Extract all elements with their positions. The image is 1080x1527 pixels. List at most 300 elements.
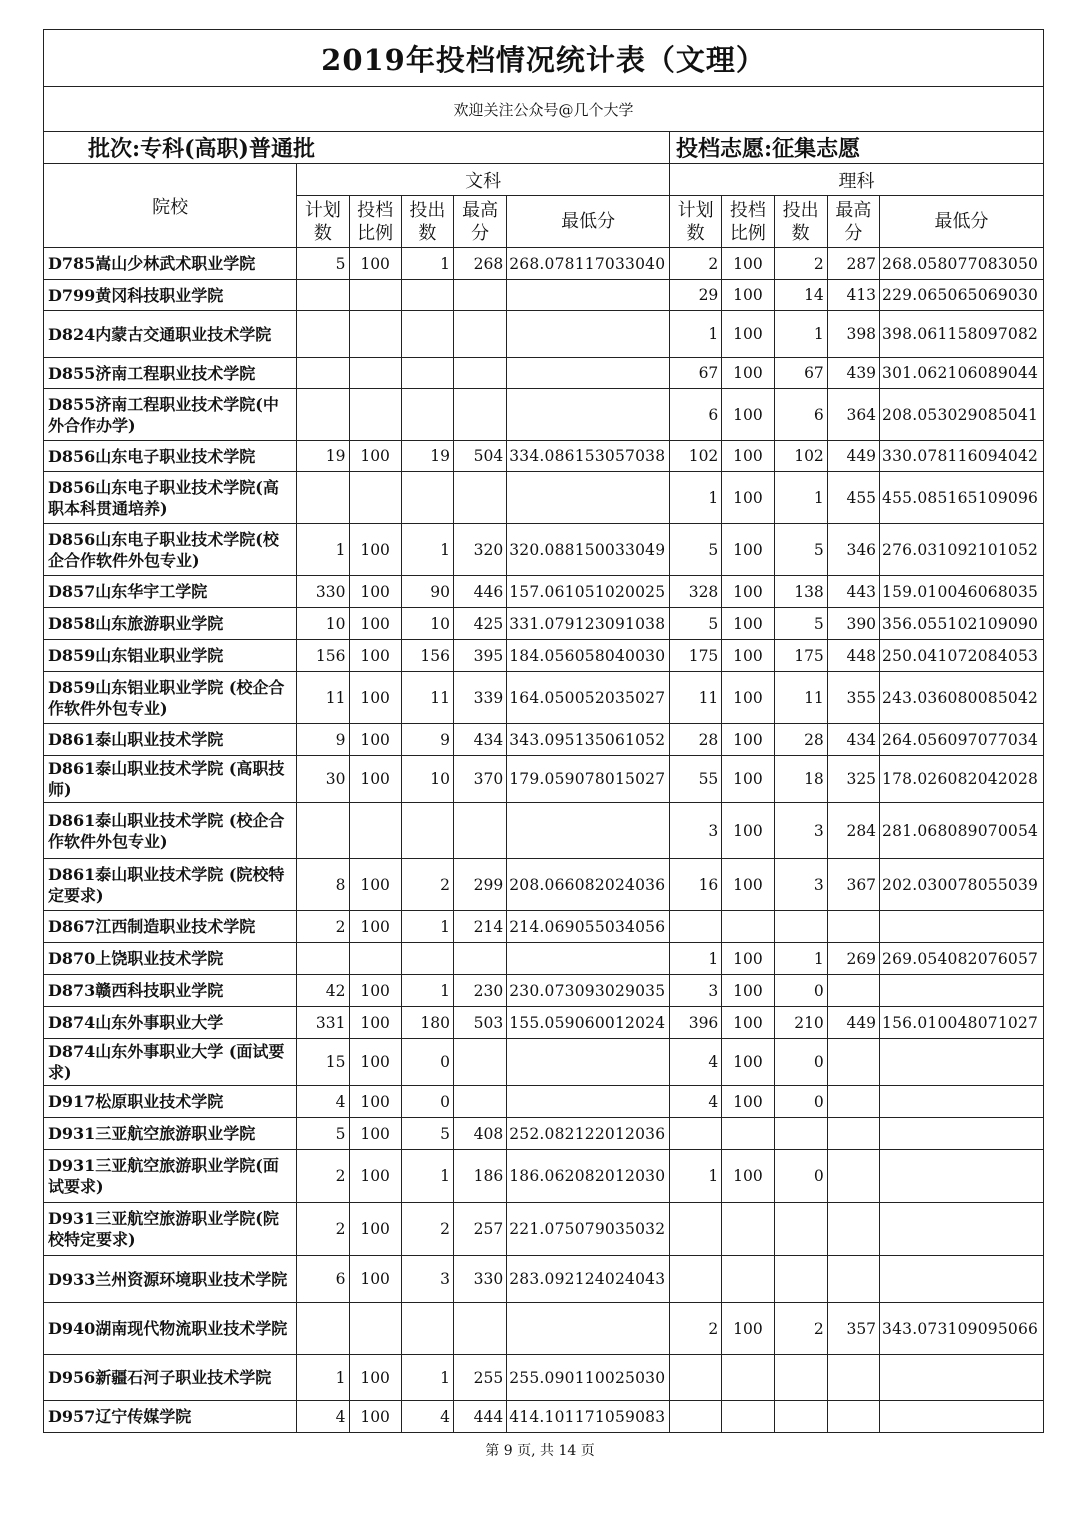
table-row	[44, 1086, 1044, 1118]
arts-out-cell: 0	[401, 1086, 453, 1118]
science-min-cell	[880, 1150, 1044, 1203]
science-min-cell: 268.058077083050	[880, 248, 1044, 280]
arts-max-cell	[454, 311, 507, 358]
arts-max-cell: 214	[454, 911, 507, 943]
arts-plan-cell: 5	[297, 1118, 349, 1150]
arts-ratio-cell: 100	[349, 1401, 401, 1433]
science-max-cell: 443	[827, 576, 879, 608]
science-ratio-cell	[722, 1355, 774, 1401]
table-row	[44, 1039, 1044, 1086]
science-max-cell	[827, 1203, 879, 1256]
arts-ratio-cell	[349, 1303, 401, 1355]
arts-out-cell: 5	[401, 1118, 453, 1150]
science-max-cell	[827, 1150, 879, 1203]
arts-max-cell: 255	[454, 1355, 507, 1401]
science-ratio-cell: 100	[722, 576, 774, 608]
admission-statistics-table	[43, 29, 1044, 1433]
table-row	[44, 911, 1044, 943]
arts-ratio-cell: 100	[349, 608, 401, 640]
arts-plan-cell: 42	[297, 975, 349, 1007]
science-out-cell: 1	[774, 943, 827, 975]
arts-max-cell: 230	[454, 975, 507, 1007]
science-plan-cell: 1	[670, 1150, 722, 1203]
arts-ratio-cell: 100	[349, 1007, 401, 1039]
school-name: D856山东电子职业技术学院(高职本科贯通培养)	[44, 472, 297, 524]
school-name: D861泰山职业技术学院	[44, 724, 297, 756]
science-out-cell: 2	[774, 1303, 827, 1355]
science-ratio-cell	[722, 911, 774, 943]
science-ratio-cell: 100	[722, 1150, 774, 1203]
arts-plan-cell: 11	[297, 672, 349, 724]
science-out-cell: 6	[774, 389, 827, 441]
science-ratio-header: 投档比例	[722, 196, 774, 248]
science-min-cell: 178.026082042028	[880, 756, 1044, 803]
arts-plan-cell: 4	[297, 1401, 349, 1433]
arts-min-cell	[507, 1086, 670, 1118]
science-ratio-cell: 100	[722, 943, 774, 975]
arts-out-cell	[401, 472, 453, 524]
table-row	[44, 576, 1044, 608]
science-min-cell: 330.078116094042	[880, 441, 1044, 472]
school-name: D856山东电子职业技术学院(校企合作软件外包专业)	[44, 524, 297, 576]
science-ratio-cell: 100	[722, 311, 774, 358]
science-ratio-cell	[722, 1401, 774, 1433]
table-row	[44, 608, 1044, 640]
arts-plan-cell: 15	[297, 1039, 349, 1086]
science-min-cell: 208.053029085041	[880, 389, 1044, 441]
science-max-cell	[827, 911, 879, 943]
table-row	[44, 280, 1044, 311]
science-ratio-cell	[722, 1203, 774, 1256]
science-group-header: 理科	[670, 164, 1044, 196]
arts-ratio-cell: 100	[349, 756, 401, 803]
science-out-cell: 18	[774, 756, 827, 803]
arts-plan-cell: 19	[297, 441, 349, 472]
science-plan-cell: 1	[670, 311, 722, 358]
arts-plan-cell: 2	[297, 1203, 349, 1256]
science-out-cell: 102	[774, 441, 827, 472]
arts-plan-cell	[297, 943, 349, 975]
arts-plan-cell: 331	[297, 1007, 349, 1039]
arts-ratio-cell: 100	[349, 640, 401, 672]
school-name: D931三亚航空旅游职业学院(院校特定要求)	[44, 1203, 297, 1256]
table-row	[44, 248, 1044, 280]
school-name: D855济南工程职业技术学院(中外合作办学)	[44, 389, 297, 441]
science-plan-cell: 5	[670, 608, 722, 640]
arts-min-cell: 252.082122012036	[507, 1118, 670, 1150]
science-max-cell: 367	[827, 859, 879, 911]
school-name: D861泰山职业技术学院 (高职技师)	[44, 756, 297, 803]
science-min-cell: 301.062106089044	[880, 358, 1044, 389]
table-row	[44, 441, 1044, 472]
science-max-cell	[827, 1086, 879, 1118]
arts-plan-header: 计划数	[297, 196, 349, 248]
science-plan-cell	[670, 1203, 722, 1256]
arts-min-cell	[507, 280, 670, 311]
science-ratio-cell	[722, 1118, 774, 1150]
science-plan-cell: 102	[670, 441, 722, 472]
science-out-cell: 0	[774, 1086, 827, 1118]
science-ratio-cell: 100	[722, 248, 774, 280]
science-max-cell: 325	[827, 756, 879, 803]
science-min-cell: 229.065065069030	[880, 280, 1044, 311]
school-name: D824内蒙古交通职业技术学院	[44, 311, 297, 358]
arts-max-cell: 320	[454, 524, 507, 576]
science-min-cell	[880, 1039, 1044, 1086]
arts-plan-cell: 330	[297, 576, 349, 608]
arts-max-cell	[454, 943, 507, 975]
science-out-cell	[774, 1118, 827, 1150]
school-name: D861泰山职业技术学院 (院校特定要求)	[44, 859, 297, 911]
science-min-cell	[880, 911, 1044, 943]
science-out-cell: 1	[774, 472, 827, 524]
table-row	[44, 1203, 1044, 1256]
arts-plan-cell: 5	[297, 248, 349, 280]
arts-ratio-cell: 100	[349, 1039, 401, 1086]
science-max-cell: 357	[827, 1303, 879, 1355]
science-ratio-cell: 100	[722, 756, 774, 803]
science-max-cell: 449	[827, 1007, 879, 1039]
arts-ratio-cell: 100	[349, 248, 401, 280]
science-plan-cell: 396	[670, 1007, 722, 1039]
arts-ratio-cell: 100	[349, 524, 401, 576]
science-max-cell	[827, 1118, 879, 1150]
table-row	[44, 1150, 1044, 1203]
arts-plan-cell	[297, 1303, 349, 1355]
school-name: D799黄冈科技职业学院	[44, 280, 297, 311]
science-min-cell: 264.056097077034	[880, 724, 1044, 756]
arts-min-header: 最低分	[507, 196, 670, 248]
arts-min-cell: 157.061051020025	[507, 576, 670, 608]
science-min-cell: 281.068089070054	[880, 803, 1044, 859]
arts-out-cell: 1	[401, 248, 453, 280]
arts-out-cell: 156	[401, 640, 453, 672]
arts-max-cell: 425	[454, 608, 507, 640]
arts-min-cell: 208.066082024036	[507, 859, 670, 911]
arts-ratio-cell: 100	[349, 1086, 401, 1118]
batch-label: 批次:专科(高职)普通批	[44, 132, 670, 164]
science-plan-cell: 5	[670, 524, 722, 576]
science-ratio-cell: 100	[722, 724, 774, 756]
arts-plan-cell: 2	[297, 1150, 349, 1203]
arts-ratio-cell	[349, 943, 401, 975]
arts-min-cell: 230.073093029035	[507, 975, 670, 1007]
science-min-cell: 356.055102109090	[880, 608, 1044, 640]
arts-min-cell: 331.079123091038	[507, 608, 670, 640]
arts-min-cell	[507, 1303, 670, 1355]
science-min-cell: 398.061158097082	[880, 311, 1044, 358]
science-out-cell	[774, 1203, 827, 1256]
arts-out-cell: 1	[401, 1355, 453, 1401]
science-plan-cell: 6	[670, 389, 722, 441]
science-plan-cell: 29	[670, 280, 722, 311]
arts-max-cell: 434	[454, 724, 507, 756]
table-row	[44, 640, 1044, 672]
arts-plan-cell	[297, 311, 349, 358]
science-plan-cell: 328	[670, 576, 722, 608]
school-name: D874山东外事职业大学 (面试要求)	[44, 1039, 297, 1086]
science-max-cell: 398	[827, 311, 879, 358]
arts-min-cell	[507, 472, 670, 524]
arts-min-cell: 343.095135061052	[507, 724, 670, 756]
science-out-cell: 0	[774, 1039, 827, 1086]
arts-max-cell: 330	[454, 1256, 507, 1303]
arts-out-cell: 4	[401, 1401, 453, 1433]
science-ratio-cell: 100	[722, 672, 774, 724]
science-plan-cell: 4	[670, 1086, 722, 1118]
arts-out-cell: 1	[401, 1150, 453, 1203]
arts-min-cell: 268.078117033040	[507, 248, 670, 280]
arts-plan-cell: 156	[297, 640, 349, 672]
science-min-cell	[880, 1401, 1044, 1433]
arts-ratio-cell: 100	[349, 724, 401, 756]
arts-min-cell	[507, 803, 670, 859]
arts-out-cell: 11	[401, 672, 453, 724]
arts-plan-cell: 4	[297, 1086, 349, 1118]
science-min-cell	[880, 1086, 1044, 1118]
arts-max-cell	[454, 1303, 507, 1355]
science-min-cell: 243.036080085042	[880, 672, 1044, 724]
school-name: D933兰州资源环境职业技术学院	[44, 1256, 297, 1303]
science-max-cell: 413	[827, 280, 879, 311]
arts-ratio-cell	[349, 280, 401, 311]
school-name: D856山东电子职业技术学院	[44, 441, 297, 472]
arts-min-cell: 179.059078015027	[507, 756, 670, 803]
science-max-cell: 455	[827, 472, 879, 524]
science-plan-cell: 1	[670, 943, 722, 975]
science-out-cell: 0	[774, 975, 827, 1007]
school-name: D785嵩山少林武术职业学院	[44, 248, 297, 280]
arts-max-cell	[454, 280, 507, 311]
table-row	[44, 724, 1044, 756]
table-row	[44, 803, 1044, 859]
school-name: D858山东旅游职业学院	[44, 608, 297, 640]
table-row	[44, 756, 1044, 803]
science-ratio-cell: 100	[722, 803, 774, 859]
page-title: 2019年投档情况统计表（文理）	[44, 30, 1044, 87]
science-max-cell	[827, 975, 879, 1007]
arts-ratio-cell	[349, 803, 401, 859]
science-plan-cell: 4	[670, 1039, 722, 1086]
arts-ratio-cell: 100	[349, 441, 401, 472]
arts-min-cell: 214.069055034056	[507, 911, 670, 943]
table-row	[44, 472, 1044, 524]
arts-max-cell: 299	[454, 859, 507, 911]
school-name: D859山东铝业职业学院 (校企合作软件外包专业)	[44, 672, 297, 724]
science-out-cell: 28	[774, 724, 827, 756]
school-name: D870上饶职业技术学院	[44, 943, 297, 975]
arts-out-cell	[401, 389, 453, 441]
table-row	[44, 524, 1044, 576]
science-out-cell	[774, 1401, 827, 1433]
school-name: D931三亚航空旅游职业学院(面试要求)	[44, 1150, 297, 1203]
science-min-cell	[880, 1256, 1044, 1303]
arts-out-cell	[401, 943, 453, 975]
volunteer-label: 投档志愿:征集志愿	[670, 132, 1044, 164]
arts-min-cell: 414.101171059083	[507, 1401, 670, 1433]
science-min-cell: 455.085165109096	[880, 472, 1044, 524]
science-min-cell	[880, 1355, 1044, 1401]
arts-plan-cell: 9	[297, 724, 349, 756]
arts-plan-cell	[297, 280, 349, 311]
arts-ratio-cell	[349, 472, 401, 524]
science-out-cell: 14	[774, 280, 827, 311]
science-out-cell: 3	[774, 859, 827, 911]
arts-ratio-cell: 100	[349, 1203, 401, 1256]
arts-max-cell: 408	[454, 1118, 507, 1150]
arts-min-cell: 283.092124024043	[507, 1256, 670, 1303]
arts-out-cell: 180	[401, 1007, 453, 1039]
science-out-cell: 67	[774, 358, 827, 389]
arts-max-cell	[454, 472, 507, 524]
science-max-cell: 355	[827, 672, 879, 724]
science-ratio-cell: 100	[722, 859, 774, 911]
table-row	[44, 975, 1044, 1007]
science-plan-cell	[670, 1355, 722, 1401]
school-name: D857山东华宇工学院	[44, 576, 297, 608]
school-name: D957辽宁传媒学院	[44, 1401, 297, 1433]
arts-out-cell: 2	[401, 859, 453, 911]
science-min-cell: 156.010048071027	[880, 1007, 1044, 1039]
table-row	[44, 1401, 1044, 1433]
arts-max-header: 最高分	[454, 196, 507, 248]
science-max-cell	[827, 1401, 879, 1433]
table-row	[44, 943, 1044, 975]
science-max-cell	[827, 1355, 879, 1401]
arts-out-header: 投出数	[401, 196, 453, 248]
school-name: D874山东外事职业大学	[44, 1007, 297, 1039]
arts-min-cell: 184.056058040030	[507, 640, 670, 672]
science-out-cell: 138	[774, 576, 827, 608]
arts-min-cell: 221.075079035032	[507, 1203, 670, 1256]
science-out-cell: 175	[774, 640, 827, 672]
arts-out-cell: 10	[401, 756, 453, 803]
subtitle: 欢迎关注公众号@几个大学	[44, 87, 1044, 132]
arts-ratio-cell: 100	[349, 975, 401, 1007]
arts-out-cell	[401, 1303, 453, 1355]
arts-ratio-cell	[349, 358, 401, 389]
table-row	[44, 358, 1044, 389]
arts-ratio-cell: 100	[349, 576, 401, 608]
science-ratio-cell: 100	[722, 975, 774, 1007]
science-min-cell: 343.073109095066	[880, 1303, 1044, 1355]
arts-out-cell	[401, 358, 453, 389]
arts-ratio-cell: 100	[349, 672, 401, 724]
science-ratio-cell: 100	[722, 441, 774, 472]
science-max-cell: 269	[827, 943, 879, 975]
science-out-cell: 5	[774, 524, 827, 576]
arts-ratio-cell: 100	[349, 859, 401, 911]
science-ratio-cell: 100	[722, 524, 774, 576]
science-out-cell: 0	[774, 1150, 827, 1203]
school-name: D859山东铝业职业学院	[44, 640, 297, 672]
table-row	[44, 311, 1044, 358]
arts-plan-cell	[297, 803, 349, 859]
arts-max-cell	[454, 389, 507, 441]
science-ratio-cell: 100	[722, 1039, 774, 1086]
arts-max-cell: 268	[454, 248, 507, 280]
science-out-cell	[774, 1256, 827, 1303]
arts-max-cell: 446	[454, 576, 507, 608]
school-column-header: 院校	[44, 164, 297, 248]
arts-plan-cell: 10	[297, 608, 349, 640]
arts-out-cell	[401, 311, 453, 358]
science-ratio-cell: 100	[722, 1086, 774, 1118]
arts-min-cell: 186.062082012030	[507, 1150, 670, 1203]
science-min-cell: 269.054082076057	[880, 943, 1044, 975]
science-min-cell	[880, 1203, 1044, 1256]
arts-plan-cell	[297, 389, 349, 441]
science-ratio-cell: 100	[722, 472, 774, 524]
school-name: D940湖南现代物流职业技术学院	[44, 1303, 297, 1355]
arts-group-header: 文科	[297, 164, 670, 196]
science-out-cell: 210	[774, 1007, 827, 1039]
arts-out-cell: 0	[401, 1039, 453, 1086]
science-max-cell: 364	[827, 389, 879, 441]
science-ratio-cell: 100	[722, 1303, 774, 1355]
science-plan-cell: 55	[670, 756, 722, 803]
science-out-cell: 11	[774, 672, 827, 724]
science-min-cell: 202.030078055039	[880, 859, 1044, 911]
arts-ratio-cell	[349, 311, 401, 358]
arts-plan-cell: 6	[297, 1256, 349, 1303]
arts-out-cell: 1	[401, 524, 453, 576]
arts-min-cell: 164.050052035027	[507, 672, 670, 724]
arts-plan-cell	[297, 358, 349, 389]
arts-min-cell: 320.088150033049	[507, 524, 670, 576]
science-plan-cell: 16	[670, 859, 722, 911]
arts-ratio-cell: 100	[349, 1150, 401, 1203]
science-plan-cell: 175	[670, 640, 722, 672]
science-plan-cell: 11	[670, 672, 722, 724]
arts-max-cell: 339	[454, 672, 507, 724]
science-ratio-cell: 100	[722, 389, 774, 441]
school-name: D861泰山职业技术学院 (校企合作软件外包专业)	[44, 803, 297, 859]
science-ratio-cell: 100	[722, 1007, 774, 1039]
arts-ratio-header: 投档比例	[349, 196, 401, 248]
school-name: D873赣西科技职业学院	[44, 975, 297, 1007]
arts-out-cell: 19	[401, 441, 453, 472]
arts-min-cell	[507, 358, 670, 389]
science-max-cell: 284	[827, 803, 879, 859]
science-max-cell: 287	[827, 248, 879, 280]
arts-out-cell: 2	[401, 1203, 453, 1256]
science-plan-cell: 28	[670, 724, 722, 756]
science-plan-header: 计划数	[670, 196, 722, 248]
arts-max-cell: 186	[454, 1150, 507, 1203]
arts-plan-cell: 1	[297, 524, 349, 576]
science-ratio-cell	[722, 1256, 774, 1303]
science-max-header: 最高分	[827, 196, 879, 248]
arts-plan-cell: 8	[297, 859, 349, 911]
science-plan-cell	[670, 1118, 722, 1150]
science-max-cell: 346	[827, 524, 879, 576]
school-name: D855济南工程职业技术学院	[44, 358, 297, 389]
science-out-cell: 2	[774, 248, 827, 280]
science-plan-cell: 3	[670, 975, 722, 1007]
science-max-cell	[827, 1256, 879, 1303]
arts-ratio-cell: 100	[349, 1355, 401, 1401]
science-max-cell: 449	[827, 441, 879, 472]
table-row	[44, 1118, 1044, 1150]
arts-plan-cell: 2	[297, 911, 349, 943]
science-plan-cell	[670, 1401, 722, 1433]
science-plan-cell: 3	[670, 803, 722, 859]
table-row	[44, 859, 1044, 911]
science-min-cell	[880, 975, 1044, 1007]
arts-min-cell	[507, 389, 670, 441]
arts-max-cell: 504	[454, 441, 507, 472]
